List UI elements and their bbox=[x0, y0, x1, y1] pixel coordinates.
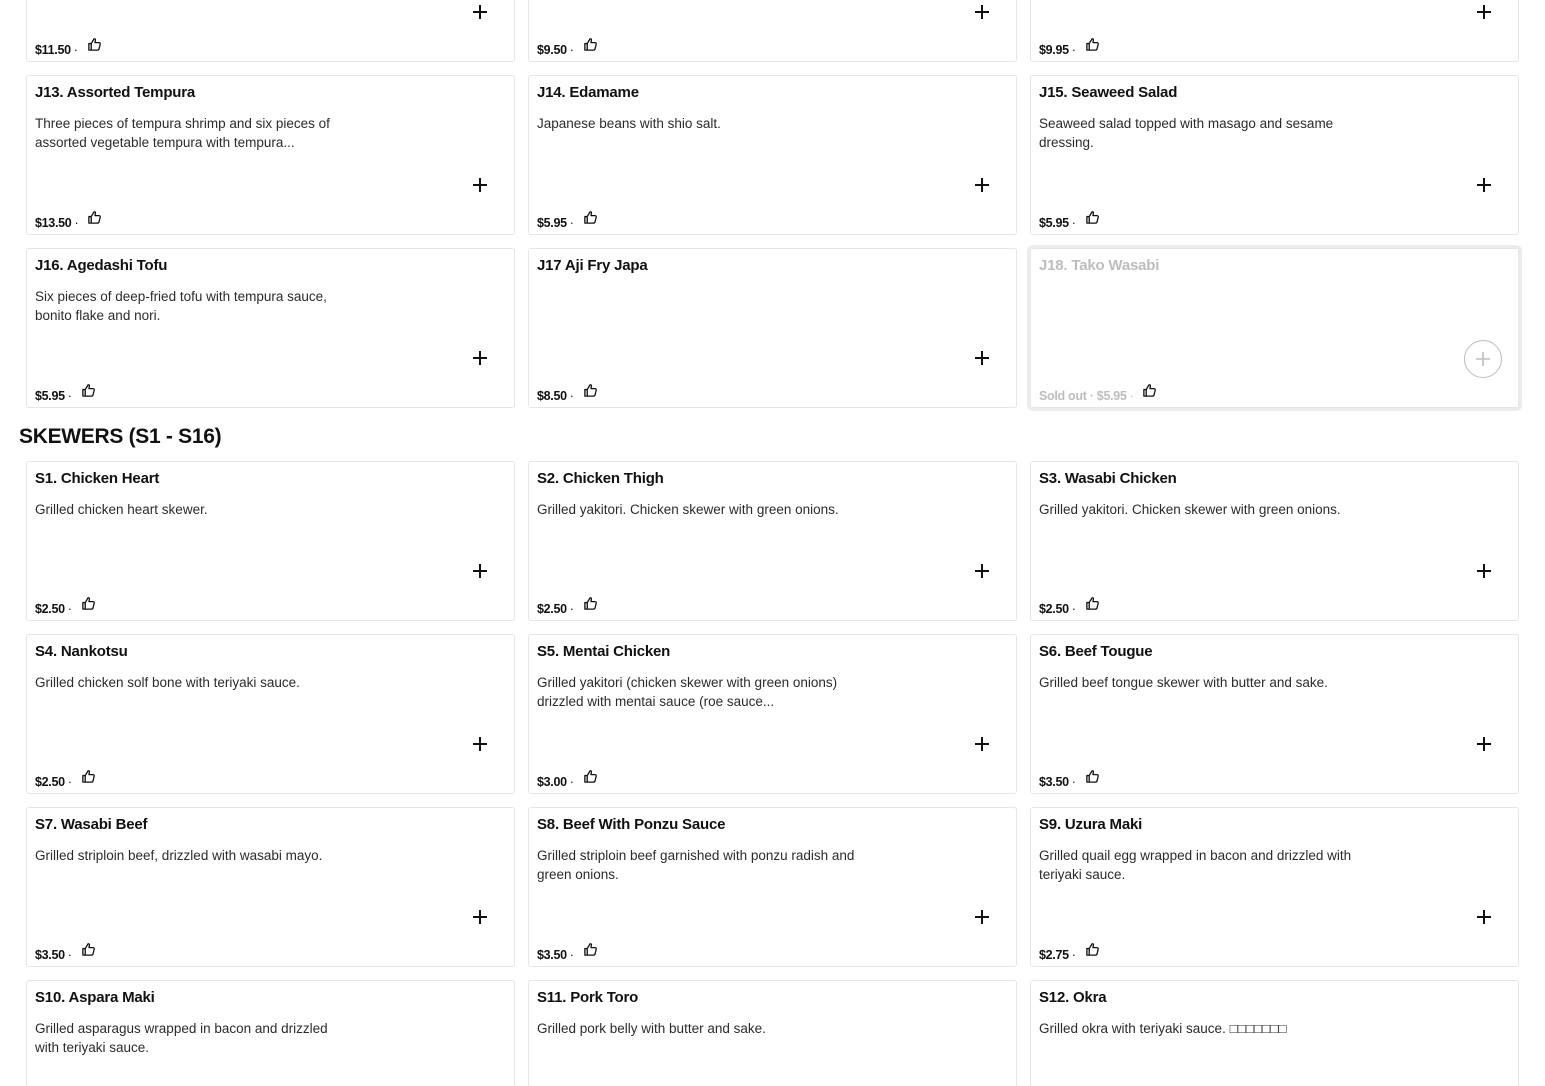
add-to-cart-button[interactable] bbox=[462, 167, 498, 203]
item-description: Grilled striploin beef, drizzled with wasabi mayo. bbox=[35, 848, 323, 863]
item-price: $3.50 bbox=[537, 948, 567, 962]
add-to-cart-button[interactable] bbox=[1466, 726, 1502, 762]
item-description: Grilled yakitori (chicken skewer with green onions) drizzled with mentai sauce (roe sauce... bbox=[537, 675, 838, 709]
thumbs-up-icon[interactable] bbox=[1085, 210, 1100, 225]
item-price: $3.50 bbox=[1039, 775, 1069, 789]
thumbs-up-icon[interactable] bbox=[1085, 37, 1100, 52]
item-price: $9.95 bbox=[1039, 43, 1069, 57]
item-footer bbox=[1039, 210, 1100, 230]
menu-item-card[interactable] bbox=[26, 807, 515, 967]
plus-icon bbox=[472, 177, 488, 193]
item-price: $11.50 bbox=[35, 43, 71, 57]
add-to-cart-button[interactable] bbox=[1466, 899, 1502, 935]
add-to-cart-button[interactable] bbox=[1466, 167, 1502, 203]
price-separator: · bbox=[1071, 43, 1076, 57]
item-title: S4. Nankotsu bbox=[35, 643, 128, 660]
thumbs-up-icon[interactable] bbox=[81, 769, 96, 784]
thumbs-up-icon[interactable] bbox=[1085, 942, 1100, 957]
add-to-cart-button[interactable] bbox=[462, 340, 498, 376]
item-footer bbox=[35, 383, 96, 403]
item-title: J14. Edamame bbox=[537, 84, 639, 101]
plus-icon bbox=[472, 736, 488, 752]
item-title: J15. Seaweed Salad bbox=[1039, 84, 1178, 101]
plus-icon bbox=[974, 350, 990, 366]
menu-item-card[interactable] bbox=[26, 75, 515, 235]
item-price: $5.95 bbox=[1039, 216, 1069, 230]
thumbs-up-icon[interactable] bbox=[81, 596, 96, 611]
item-footer bbox=[537, 942, 598, 962]
add-to-cart-button[interactable] bbox=[462, 726, 498, 762]
price-separator: · bbox=[1071, 216, 1076, 230]
item-price: $2.50 bbox=[1039, 602, 1069, 616]
thumbs-up-icon[interactable] bbox=[583, 383, 598, 398]
menu-item-card-sold-out bbox=[1030, 248, 1519, 408]
plus-icon bbox=[974, 736, 990, 752]
menu-item-card[interactable] bbox=[1030, 980, 1519, 1086]
item-title: S5. Mentai Chicken bbox=[537, 643, 671, 660]
item-price: $2.50 bbox=[537, 602, 567, 616]
item-title: S3. Wasabi Chicken bbox=[1039, 470, 1177, 487]
thumbs-up-icon[interactable] bbox=[87, 210, 102, 225]
item-description: Grilled chicken heart skewer. bbox=[35, 502, 208, 517]
item-description: Seaweed salad topped with masago and sesame dressing. bbox=[1039, 116, 1334, 150]
price-separator: · bbox=[73, 43, 78, 57]
thumbs-up-icon[interactable] bbox=[81, 942, 96, 957]
plus-icon bbox=[472, 909, 488, 925]
item-title: S12. Okra bbox=[1039, 989, 1107, 1006]
plus-icon bbox=[1476, 4, 1492, 20]
price-separator: · bbox=[569, 948, 574, 962]
item-description: Six pieces of deep-fried tofu with tempura sauce, bonito flake and nori. bbox=[35, 289, 327, 323]
price-separator: · bbox=[74, 216, 79, 230]
price-separator: · bbox=[1071, 602, 1076, 616]
item-price: $13.50 bbox=[35, 216, 72, 230]
item-footer bbox=[1039, 596, 1100, 616]
price-separator: · bbox=[569, 775, 574, 789]
item-title: S10. Aspara Maki bbox=[35, 989, 155, 1006]
item-title: S8. Beef With Ponzu Sauce bbox=[537, 816, 726, 833]
item-description: Japanese beans with shio salt. bbox=[537, 116, 721, 131]
item-description: Grilled yakitori. Chicken skewer with green onions. bbox=[1039, 502, 1341, 517]
plus-icon bbox=[1476, 909, 1492, 925]
menu-item-card[interactable] bbox=[1030, 461, 1519, 621]
item-footer bbox=[35, 210, 102, 230]
add-to-cart-button[interactable] bbox=[964, 553, 1000, 589]
item-footer bbox=[1039, 37, 1100, 57]
item-title: S9. Uzura Maki bbox=[1039, 816, 1143, 833]
menu-item-card[interactable] bbox=[1030, 807, 1519, 967]
item-price: $2.50 bbox=[35, 775, 65, 789]
add-to-cart-button bbox=[1464, 340, 1502, 378]
price-separator: · bbox=[67, 948, 72, 962]
item-title: S7. Wasabi Beef bbox=[35, 816, 148, 833]
item-price: $9.50 bbox=[537, 43, 567, 57]
menu-item-card[interactable] bbox=[528, 980, 1017, 1086]
item-description: Grilled chicken solf bone with teriyaki sauce. bbox=[35, 675, 300, 690]
menu-item-card[interactable] bbox=[528, 461, 1017, 621]
menu-item-card[interactable] bbox=[528, 0, 1017, 62]
menu-item-card[interactable] bbox=[26, 461, 515, 621]
thumbs-up-icon[interactable] bbox=[1085, 769, 1100, 784]
plus-icon bbox=[1476, 736, 1492, 752]
item-footer bbox=[1039, 769, 1100, 789]
item-footer bbox=[537, 37, 598, 57]
item-description: Grilled quail egg wrapped in bacon and drizzled with teriyaki sauce. bbox=[1039, 848, 1352, 882]
menu-item-card[interactable] bbox=[528, 634, 1017, 794]
item-title: S2. Chicken Thigh bbox=[537, 470, 664, 487]
menu-item-card[interactable] bbox=[1030, 75, 1519, 235]
item-footer bbox=[35, 596, 96, 616]
menu-item-card[interactable] bbox=[528, 75, 1017, 235]
item-title: S1. Chicken Heart bbox=[35, 470, 160, 487]
menu-item-card[interactable] bbox=[26, 0, 515, 62]
thumbs-up-icon[interactable] bbox=[583, 210, 598, 225]
menu-item-card[interactable] bbox=[1030, 0, 1519, 62]
thumbs-up-icon[interactable] bbox=[583, 37, 598, 52]
section-title: SKEWERS (S1 - S16) bbox=[19, 425, 222, 448]
item-footer bbox=[35, 37, 102, 57]
add-to-cart-button[interactable] bbox=[964, 167, 1000, 203]
item-description: Grilled pork belly with butter and sake. bbox=[537, 1021, 766, 1036]
menu-item-card[interactable] bbox=[528, 248, 1017, 408]
item-description: Grilled yakitori. Chicken skewer with green onions. bbox=[537, 502, 839, 517]
item-description: Grilled okra with teriyaki sauce. □□□□□□□ bbox=[1039, 1021, 1287, 1036]
menu-item-card[interactable] bbox=[26, 634, 515, 794]
item-price: $2.75 bbox=[1039, 948, 1069, 962]
plus-icon bbox=[974, 563, 990, 579]
price-separator: · bbox=[569, 389, 574, 403]
item-price: $3.50 bbox=[35, 948, 65, 962]
item-title: J16. Agedashi Tofu bbox=[35, 257, 168, 274]
item-title: J17 Aji Fry Japa bbox=[537, 257, 648, 274]
add-to-cart-button[interactable] bbox=[964, 340, 1000, 376]
price-separator: · bbox=[67, 775, 72, 789]
item-footer bbox=[35, 942, 96, 962]
menu-item-card[interactable] bbox=[26, 248, 515, 408]
item-description: Three pieces of tempura shrimp and six pieces of assorted vegetable tempura with tempura... bbox=[35, 116, 330, 150]
item-title: S11. Pork Toro bbox=[537, 989, 639, 1006]
thumbs-up-icon[interactable] bbox=[87, 37, 102, 52]
item-price: $5.95 bbox=[537, 216, 567, 230]
item-price: $8.50 bbox=[537, 389, 567, 403]
item-description: Grilled asparagus wrapped in bacon and drizzled with teriyaki sauce. bbox=[35, 1021, 328, 1055]
plus-icon bbox=[974, 177, 990, 193]
menu-item-card[interactable] bbox=[528, 807, 1017, 967]
thumbs-up-icon[interactable] bbox=[583, 942, 598, 957]
thumbs-up-icon[interactable] bbox=[583, 769, 598, 784]
price-separator: · bbox=[67, 602, 72, 616]
item-footer bbox=[1039, 383, 1157, 403]
add-to-cart-button[interactable] bbox=[1466, 553, 1502, 589]
price-separator: · bbox=[1071, 948, 1076, 962]
item-footer bbox=[537, 769, 598, 789]
plus-icon bbox=[1476, 563, 1492, 579]
item-description: Grilled beef tongue skewer with butter and sake. bbox=[1039, 675, 1328, 690]
item-footer bbox=[537, 596, 598, 616]
plus-icon bbox=[472, 563, 488, 579]
thumbs-up-icon[interactable] bbox=[1085, 596, 1100, 611]
add-to-cart-button[interactable] bbox=[462, 899, 498, 935]
thumbs-up-icon[interactable] bbox=[1142, 383, 1157, 398]
item-title: S6. Beef Tougue bbox=[1039, 643, 1153, 660]
add-to-cart-button[interactable] bbox=[964, 899, 1000, 935]
plus-icon bbox=[974, 909, 990, 925]
item-description: Grilled striploin beef garnished with ponzu radish and green onions. bbox=[537, 848, 855, 882]
price-separator: · bbox=[569, 43, 574, 57]
item-footer bbox=[1039, 942, 1100, 962]
price-separator: · bbox=[1071, 775, 1076, 789]
item-footer bbox=[537, 210, 598, 230]
item-price: $2.50 bbox=[35, 602, 65, 616]
plus-icon bbox=[1476, 177, 1492, 193]
add-to-cart-button[interactable] bbox=[462, 553, 498, 589]
menu-item-card[interactable] bbox=[26, 980, 515, 1086]
plus-icon bbox=[1475, 351, 1491, 367]
add-to-cart-button[interactable] bbox=[964, 726, 1000, 762]
price-separator: · bbox=[67, 389, 72, 403]
plus-icon bbox=[472, 350, 488, 366]
item-title: J13. Assorted Tempura bbox=[35, 84, 196, 101]
add-to-cart-button[interactable] bbox=[462, 0, 498, 30]
thumbs-up-icon[interactable] bbox=[81, 383, 96, 398]
add-to-cart-button[interactable] bbox=[964, 0, 1000, 30]
menu-item-card[interactable] bbox=[1030, 634, 1519, 794]
add-to-cart-button[interactable] bbox=[1466, 0, 1502, 30]
item-footer bbox=[35, 769, 96, 789]
item-price: $3.00 bbox=[537, 775, 567, 789]
price-separator: · bbox=[1129, 389, 1134, 403]
item-footer bbox=[537, 383, 598, 403]
plus-icon bbox=[974, 4, 990, 20]
item-title: J18. Tako Wasabi bbox=[1039, 257, 1160, 274]
plus-icon bbox=[472, 4, 488, 20]
price-separator: · bbox=[569, 216, 574, 230]
thumbs-up-icon[interactable] bbox=[583, 596, 598, 611]
price-separator: · bbox=[569, 602, 574, 616]
item-price: $5.95 bbox=[35, 389, 65, 403]
item-price: Sold out · $5.95 bbox=[1039, 389, 1127, 403]
